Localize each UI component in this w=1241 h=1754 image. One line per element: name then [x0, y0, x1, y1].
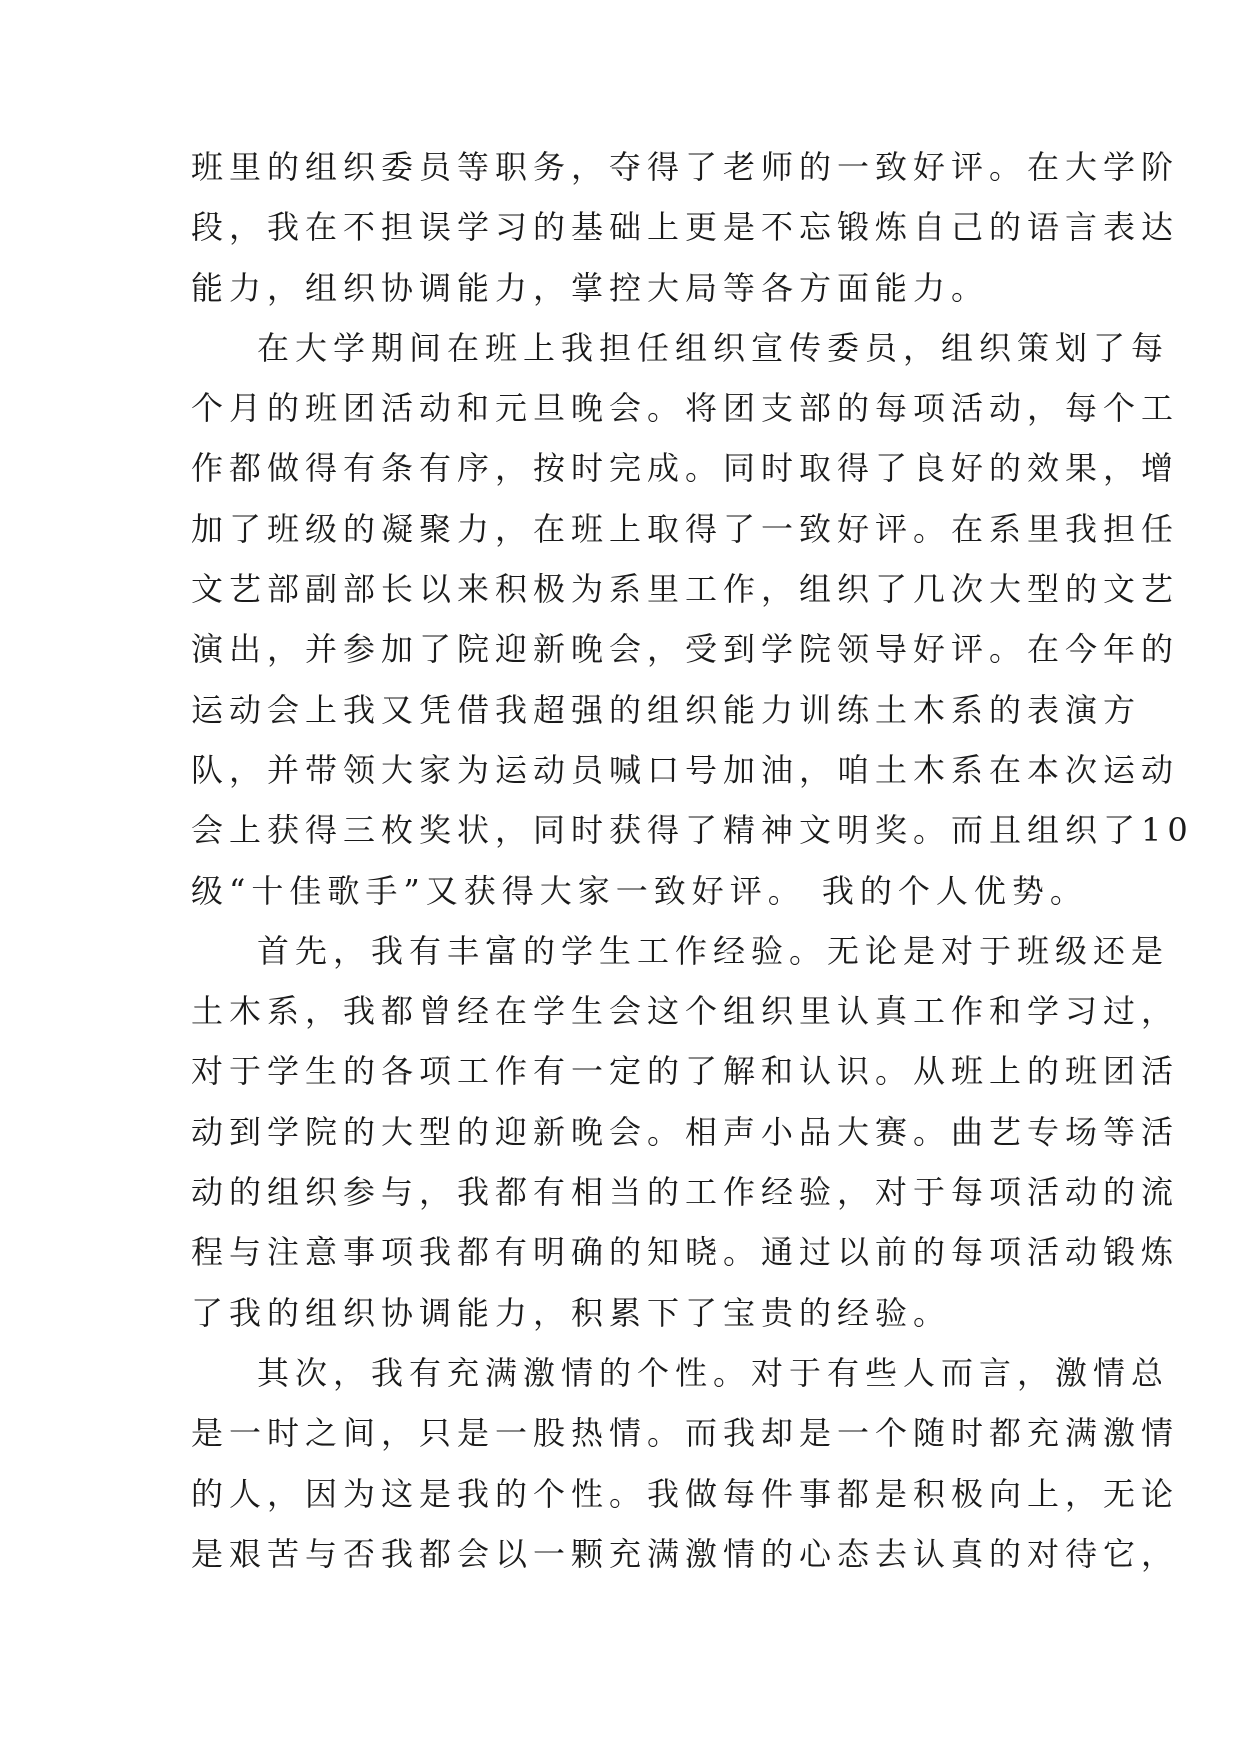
text-line: 队，并带领大家为运动员喊口号加油，咱土木系在本次运动	[191, 750, 1180, 789]
text-line: 了我的组织协调能力，积累下了宝贵的经验。	[191, 1293, 952, 1332]
paragraph-first-line: 在大学期间在班上我担任组织宣传委员，组织策划了每	[257, 328, 1170, 367]
text-line: 的人，因为这是我的个性。我做每件事都是积极向上，无论	[191, 1474, 1180, 1513]
text-line: 加了班级的凝聚力，在班上取得了一致好评。在系里我担任	[191, 509, 1180, 548]
text-line: 文艺部副部长以来积极为系里工作，组织了几次大型的文艺	[191, 570, 1180, 609]
paragraph-first-line: 其次，我有充满激情的个性。对于有些人而言，激情总	[257, 1353, 1170, 1392]
text-line: 能力，组织协调能力，掌控大局等各方面能力。	[191, 268, 990, 307]
text-line: 动到学院的大型的迎新晚会。相声小品大赛。曲艺专场等活	[191, 1112, 1180, 1151]
text-line: 个月的班团活动和元旦晚会。将团支部的每项活动，每个工	[191, 389, 1180, 428]
text-line: 段，我在不担误学习的基础上更是不忘锻炼自己的语言表达	[191, 208, 1180, 247]
text-line: 是一时之间，只是一股热情。而我却是一个随时都充满激情	[191, 1414, 1180, 1453]
text-line: 动的组织参与，我都有相当的工作经验，对于每项活动的流	[191, 1173, 1180, 1212]
text-line: 程与注意事项我都有明确的知晓。通过以前的每项活动锻炼	[191, 1233, 1180, 1272]
text-line: 是艰苦与否我都会以一颗充满激情的心态去认真的对待它，	[191, 1534, 1180, 1573]
paragraph-first-line: 首先，我有丰富的学生工作经验。无论是对于班级还是	[257, 931, 1170, 970]
text-line: 会上获得三枚奖状，同时获得了精神文明奖。而且组织了10	[191, 811, 1194, 850]
text-line: 运动会上我又凭借我超强的组织能力训练土木系的表演方	[191, 690, 1142, 729]
text-line: 级“十佳歌手”又获得大家一致好评。 我的个人优势。	[191, 871, 1088, 910]
text-line: 土木系，我都曾经在学生会这个组织里认真工作和学习过，	[191, 992, 1180, 1031]
document-body	[191, 137, 1194, 1584]
text-line: 对于学生的各项工作有一定的了解和认识。从班上的班团活	[191, 1052, 1180, 1091]
text-line: 作都做得有条有序，按时完成。同时取得了良好的效果，增	[191, 449, 1180, 488]
text-line: 班里的组织委员等职务，夺得了老师的一致好评。在大学阶	[191, 148, 1180, 186]
text-line: 演出，并参加了院迎新晚会，受到学院领导好评。在今年的	[191, 630, 1180, 669]
